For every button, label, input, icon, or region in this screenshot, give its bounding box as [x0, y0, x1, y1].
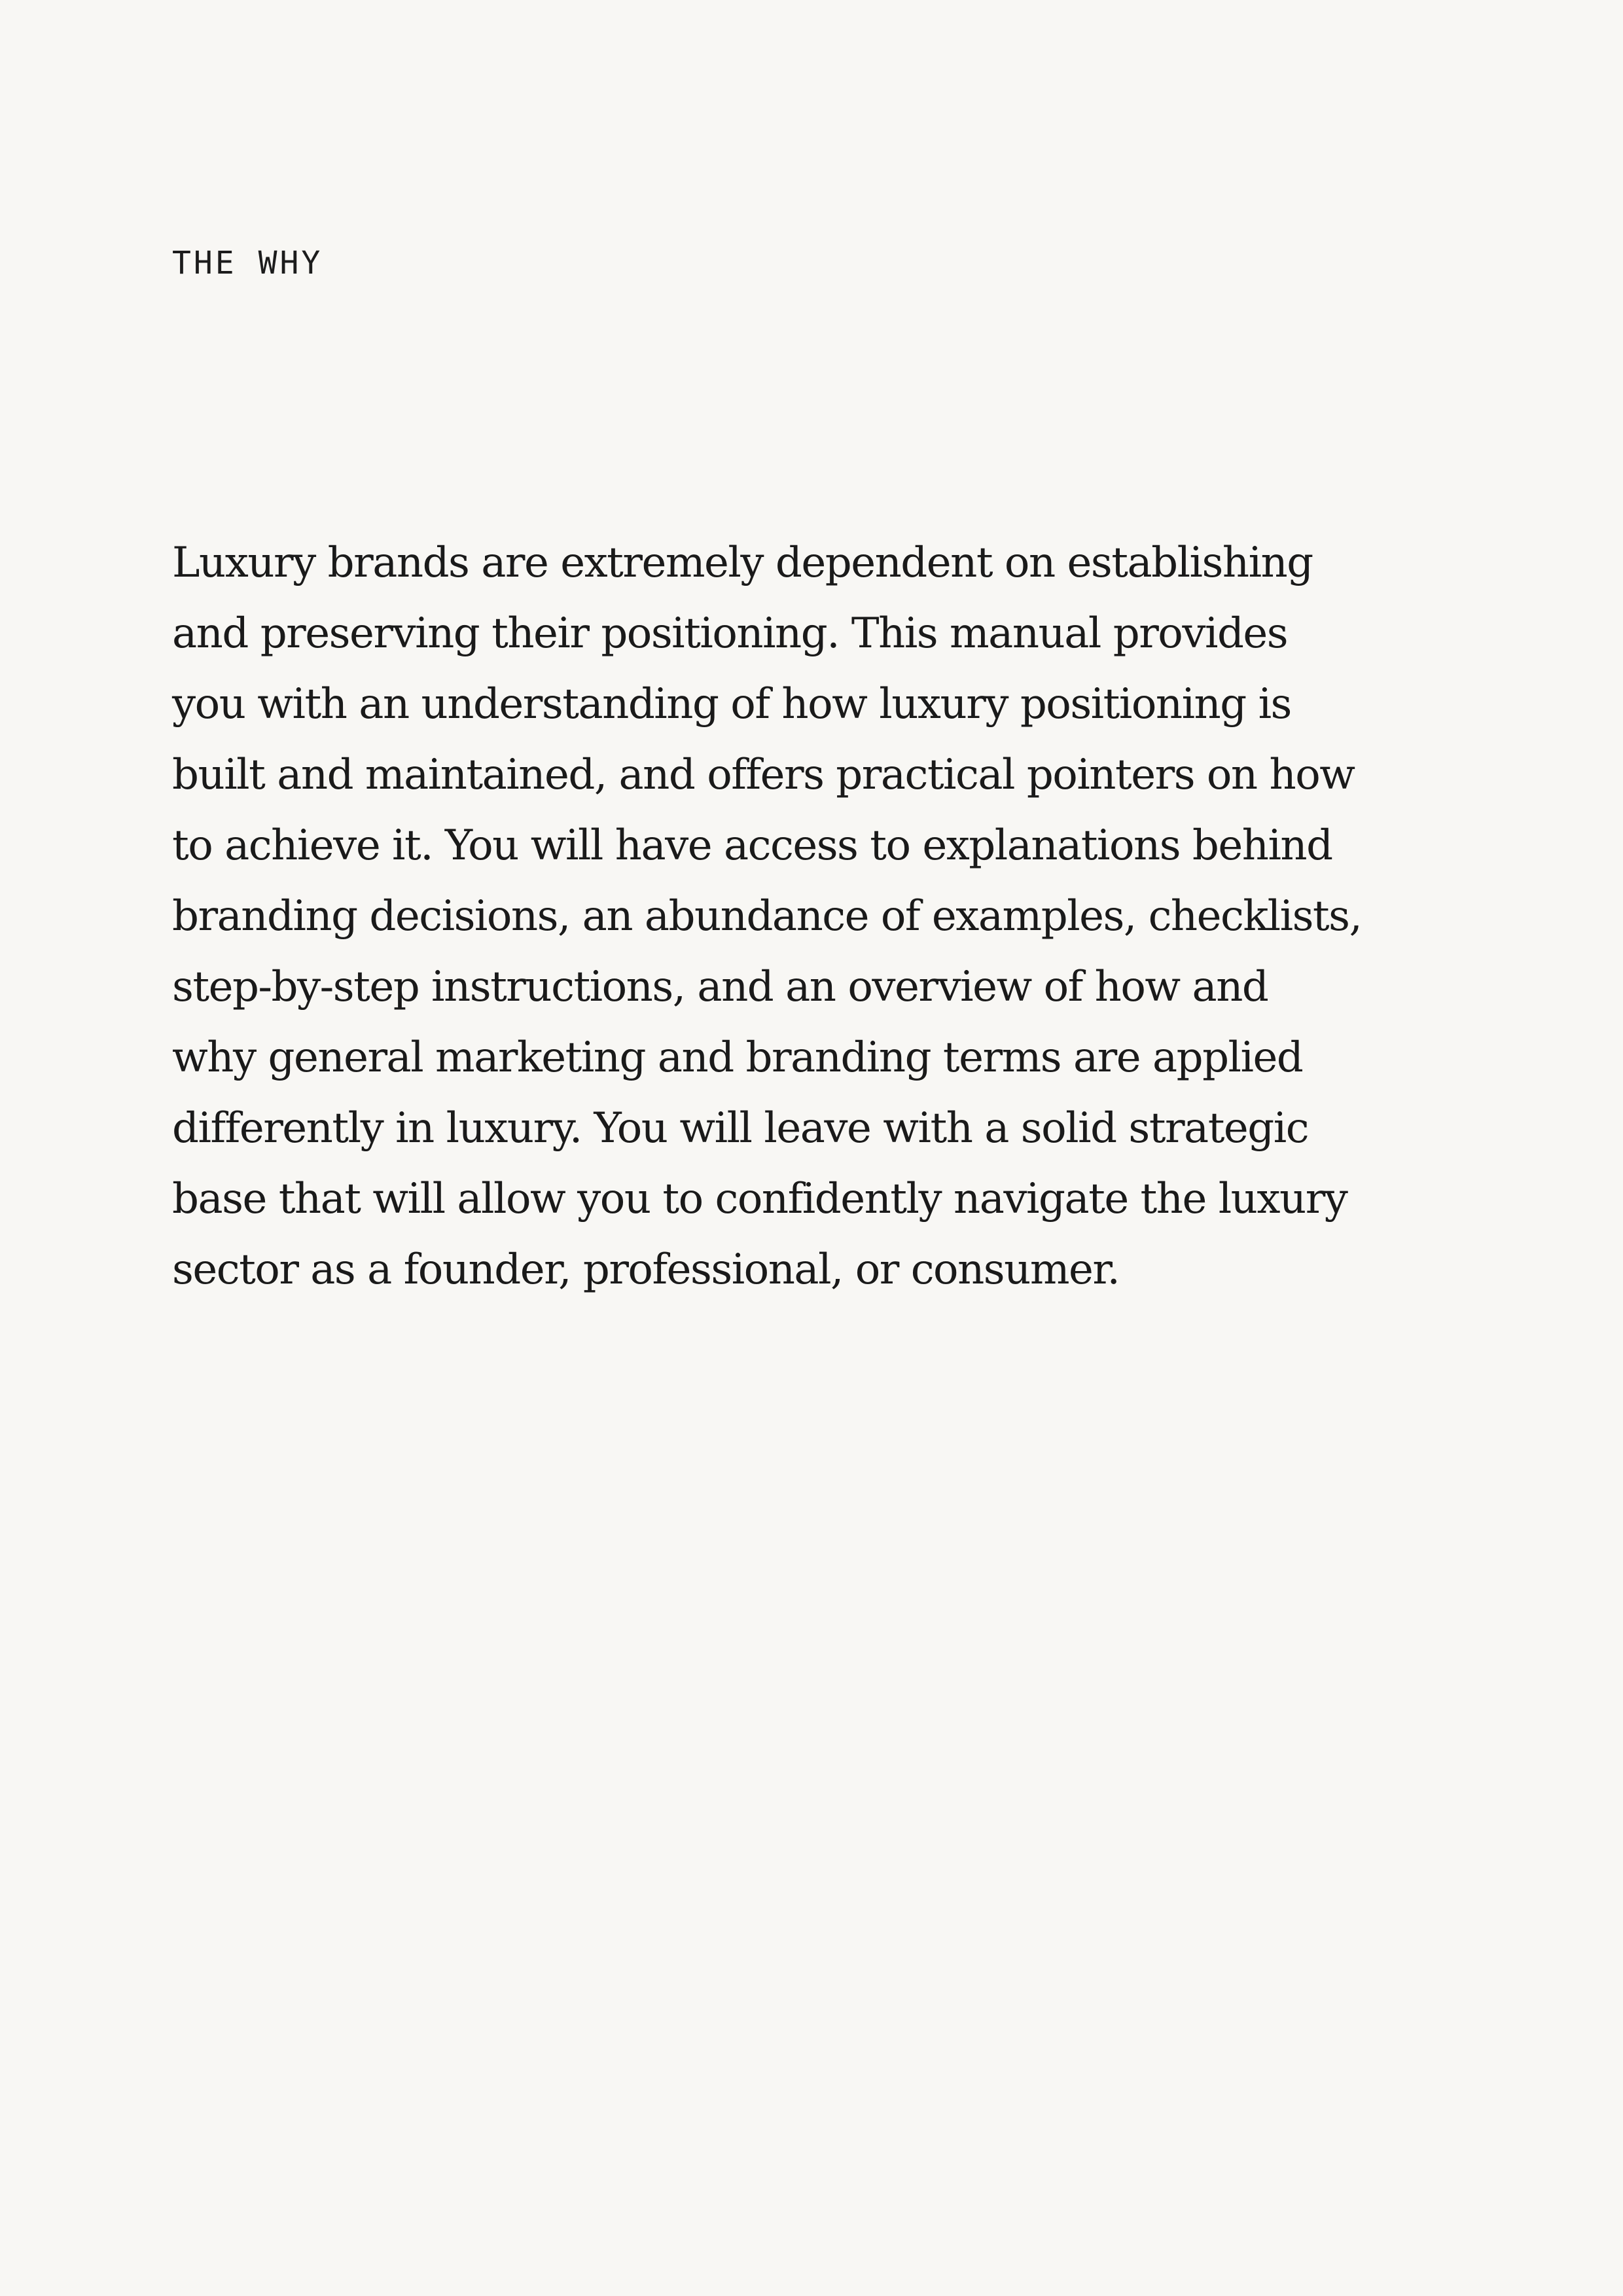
body-line: step-by-step instructions, and an overview of how and — [172, 963, 1268, 1011]
body-line: base that will allow you to confidently navigate the luxury — [172, 1175, 1347, 1223]
body-line: and preserving their positioning. This manual provides — [172, 609, 1288, 658]
body-line: differently in luxury. You will leave with a solid strategic — [172, 1104, 1309, 1153]
section-label: THE WHY — [172, 245, 323, 281]
body-line: sector as a founder, professional, or consumer. — [172, 1246, 1120, 1294]
body-line: why general marketing and branding terms are applied — [172, 1033, 1303, 1082]
body-paragraph — [172, 528, 1362, 1305]
body-line: branding decisions, an abundance of examples, checklists, — [172, 892, 1362, 941]
body-line: to achieve it. You will have access to explanations behind — [172, 821, 1332, 870]
body-line: Luxury brands are extremely dependent on establishing — [172, 539, 1313, 587]
body-line: you with an understanding of how luxury positioning is — [172, 680, 1291, 728]
body-line: built and maintained, and offers practical pointers on how — [172, 751, 1355, 799]
